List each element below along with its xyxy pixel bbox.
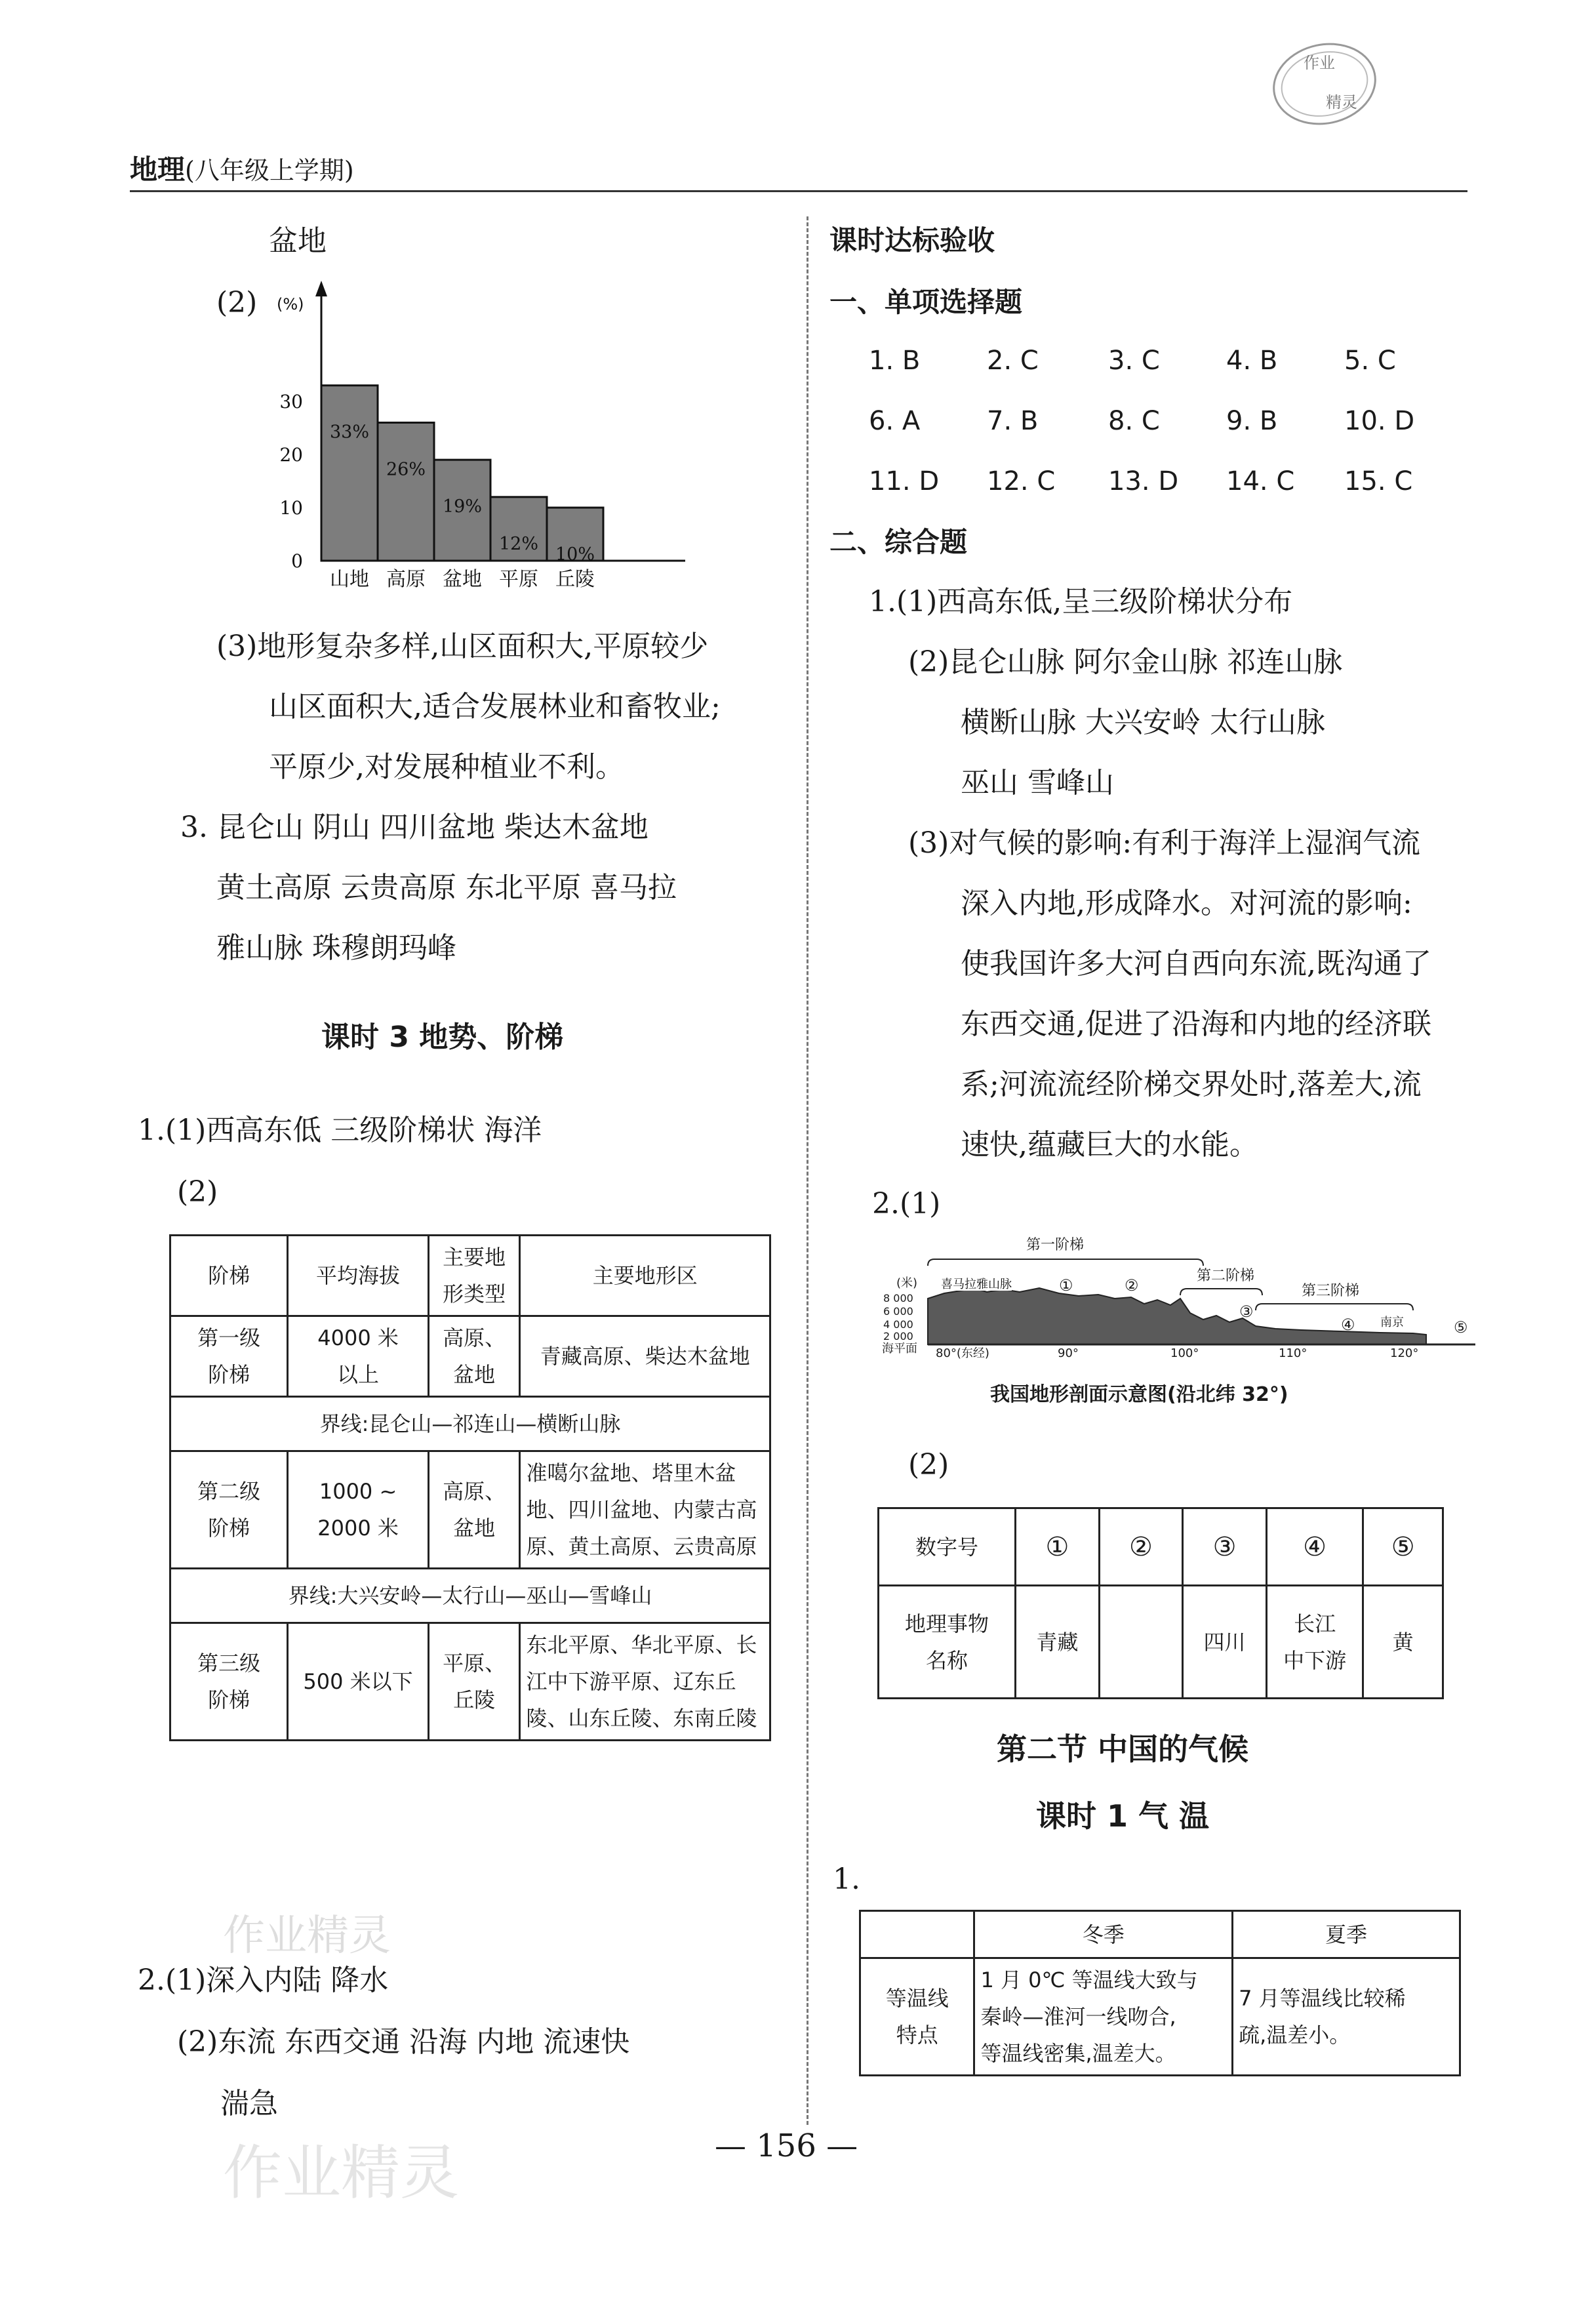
y-axis-label: (%) [277,295,304,313]
number-table [877,1507,1444,1699]
marker-5: ⑤ [1454,1318,1468,1337]
step1-brace [928,1259,1203,1266]
table-header-cell: 夏季 [1233,1911,1460,1958]
q-3-line-3: 雅山脉 珠穆朗玛峰 [216,931,456,965]
r-q1-line-3: 横断山脉 大兴安岭 太行山脉 [961,706,1325,739]
table-cell: 等温线 特点 [860,1958,974,2076]
sea-level-label: 海平面 [882,1342,917,1356]
basin-word: 盆地 [269,224,327,258]
table-header-row [170,1236,770,1316]
section-title: 课时达标验收 [829,224,995,256]
table-cell: 青藏高原、柴达木盆地 [520,1316,770,1397]
watermark-1: 作业精灵 [223,1912,391,1960]
l3-q2-line-3: 湍急 [220,2087,278,2120]
table-cell: 1 月 0℃ 等温线大致与 秦岭—淮河一线吻合, 等温线密集,温差大。 [974,1958,1233,2076]
table-header-cell: ③ [1183,1508,1267,1586]
header-subject: 地理 [130,153,186,186]
x-category-label: 高原 [386,568,426,591]
table-header-cell: 主要地形区 [520,1236,770,1316]
bar-data-label: 19% [442,496,483,517]
table-row [170,1451,770,1569]
q-3-line-1: 3. 昆仑山 阴山 四川盆地 柴达木盆地 [180,811,648,844]
table-header-cell [860,1911,974,1958]
table-cell: 第二级 阶梯 [170,1451,288,1569]
marker-1: ① [1059,1276,1073,1295]
answer-item: 7. B [987,406,1039,436]
table-cell: 1000 ~ 2000 米 [288,1451,428,1569]
r-q1-line-4: 巫山 雪峰山 [961,766,1114,799]
bar-data-label: 33% [329,422,370,443]
y-tick: 8 000 [883,1292,913,1304]
lon-label: 120° [1390,1346,1419,1360]
table-header-row [879,1508,1443,1586]
l1-q1: 1. [833,1863,860,1896]
table-header-cell: ② [1099,1508,1183,1586]
r-q1-line-10: 速快,蕴藏巨大的水能。 [961,1128,1258,1161]
lon-label: 90° [1058,1346,1079,1360]
q3-line-3: 平原少,对发展种植业不利。 [269,750,624,784]
table-cell: 准噶尔盆地、塔里木盆 地、四川盆地、内蒙古高 原、黄土高原、云贵高原 [520,1451,770,1569]
q2-label: (2) [216,286,258,319]
q-3-line-2: 黄土高原 云贵高原 东北平原 喜马拉 [216,871,677,904]
r-q2-line-2: (2) [908,1448,949,1482]
step2-label: 第二阶梯 [1197,1268,1255,1284]
boundary-cell: 界线:大兴安岭—太行山—巫山—雪峰山 [170,1569,770,1623]
y-tick: 6 000 [883,1305,913,1318]
header-rule [130,190,1467,192]
l3-q2-line-1: 2.(1)深入内陆 降水 [138,1964,389,1997]
answer-item: 15. C [1344,466,1413,496]
boundary-cell: 界线:昆仑山—祁连山—横断山脉 [170,1397,770,1451]
bar-data-label: 10% [555,544,595,565]
lesson1-title: 课时 1 气 温 [1036,1798,1210,1834]
table-header-cell: ① [1016,1508,1100,1586]
y-tick: 2 000 [883,1330,913,1342]
answer-item: 5. C [1344,346,1396,376]
bar [321,386,378,561]
x-category-label: 盆地 [443,568,482,591]
table-cell: 4000 米 以上 [288,1316,428,1397]
part1-title: 一、单项选择题 [829,286,1023,318]
nanjing-label: 南京 [1380,1316,1404,1329]
table-row-boundary [170,1569,770,1623]
temperature-table [859,1910,1461,2076]
y-tick-label: 30 [279,391,303,413]
table-cell: 第三级 阶梯 [170,1623,288,1741]
table-cell: 地理事物 名称 [879,1586,1016,1699]
header-grade: (八年级上学期) [185,156,354,185]
step3-brace [1256,1304,1413,1310]
table-cell: 500 米以下 [288,1623,428,1741]
marker-4: ④ [1341,1316,1355,1334]
table-cell: 青藏 [1016,1586,1100,1699]
step1-label: 第一阶梯 [1026,1237,1085,1253]
y-tick-label: 0 [291,550,303,572]
table-row-boundary [170,1397,770,1451]
table-cell: 高原、 盆地 [428,1316,520,1397]
answer-item: 2. C [987,346,1039,376]
table-cell: 第一级 阶梯 [170,1316,288,1397]
r-q1-line-1: 1.(1)西高东低,呈三级阶梯状分布 [869,585,1293,618]
bar-data-label: 26% [386,459,426,480]
x-category-label: 平原 [499,568,538,591]
step3-label: 第三阶梯 [1302,1283,1360,1299]
header-title [130,153,354,186]
answer-item: 14. C [1226,466,1295,496]
himalaya-label: 喜马拉雅山脉 [941,1278,1012,1291]
page-number: — 156 — [715,2128,858,2164]
answer-item: 1. B [869,346,921,376]
steps-table [169,1234,771,1741]
table-row [170,1316,770,1397]
r-q1-line-2: (2)昆仑山脉 阿尔金山脉 祁连山脉 [908,645,1343,679]
profile-caption: 我国地形剖面示意图(沿北纬 32°) [990,1383,1288,1406]
section2-title: 第二节 中国的气候 [997,1731,1249,1767]
part2-title: 二、综合题 [829,526,968,558]
answer-item: 9. B [1226,406,1278,436]
r-q1-line-9: 系;河流流经阶梯交界处时,落差大,流 [961,1068,1422,1101]
r-q2-line-1: 2.(1) [872,1187,941,1221]
table-header-cell: 平均海拔 [288,1236,428,1316]
lesson3-title: 课时 3 地势、阶梯 [321,1020,564,1054]
profile-drawing [882,1233,1479,1364]
r-q1-line-5: (3)对气候的影响:有利于海洋上湿润气流 [908,826,1421,860]
r-q1-line-7: 使我国许多大河自西向东流,既沟通了 [961,947,1431,980]
table-cell: 东北平原、华北平原、长 江中下游平原、辽东丘 陵、山东丘陵、东南丘陵 [520,1623,770,1741]
answer-item: 10. D [1344,406,1415,436]
r-q1-line-8: 东西交通,促进了沿海和内地的经济联 [961,1007,1431,1041]
l3-q2-line-2: (2)东流 东西交通 沿海 内地 流速快 [177,2025,630,2059]
table-cell: 高原、 盆地 [428,1451,520,1569]
x-category-label: 山地 [330,568,369,591]
table-row [860,1958,1460,2076]
q3-line-2: 山区面积大,适合发展林业和畜牧业; [269,690,721,723]
y-unit: (米) [896,1276,918,1290]
answer-item: 3. C [1108,346,1160,376]
stamp-text-1: 作业 [1304,54,1335,72]
column-divider [807,216,808,2125]
q3-line-1: (3)地形复杂多样,山区面积大,平原较少 [216,630,709,663]
table-row [879,1586,1443,1699]
table-cell: 黄 [1363,1586,1443,1699]
table-cell: 平原、 丘陵 [428,1623,520,1741]
table-cell: 四川 [1183,1586,1267,1699]
table-cell: 长江 中下游 [1266,1586,1363,1699]
bar [378,422,434,561]
lon-label: 100° [1170,1346,1199,1360]
answer-item: 6. A [869,406,921,436]
x-category-label: 丘陵 [555,568,595,591]
y-tick: 4 000 [883,1318,913,1331]
table-header-cell: 阶梯 [170,1236,288,1316]
table-header-cell: 数字号 [879,1508,1016,1586]
r-q1-line-6: 深入内地,形成降水。对河流的影响: [961,887,1412,920]
y-tick-label: 10 [279,497,303,519]
header-stamp [1266,31,1384,136]
bar-data-label: 12% [498,533,539,554]
step2-brace [1180,1289,1262,1295]
l3-q1-line-1: 1.(1)西高东低 三级阶梯状 海洋 [138,1114,542,1147]
table-header-cell: ⑤ [1363,1508,1443,1586]
l3-q1-line-2: (2) [177,1175,218,1209]
y-axis-arrow-icon [315,281,327,296]
answer-item: 12. C [987,466,1056,496]
marker-3: ③ [1239,1302,1254,1321]
watermark-2: 作业精灵 [223,2139,459,2208]
table-cell [1099,1586,1183,1699]
answer-item: 8. C [1108,406,1160,436]
table-row [170,1623,770,1741]
y-tick-label: 20 [279,444,303,466]
lon-label: 110° [1279,1346,1307,1360]
answer-item: 11. D [869,466,940,496]
bar-chart [256,275,702,597]
stamp-text-2: 精灵 [1326,93,1357,111]
table-header-row [860,1911,1460,1958]
marker-2: ② [1125,1276,1139,1295]
answer-item: 13. D [1108,466,1179,496]
stamp-seal-icon [1266,31,1384,136]
terrain-profile [882,1233,1479,1430]
answer-item: 4. B [1226,346,1278,376]
lon-label: 80°(东经) [936,1346,989,1360]
table-cell: 7 月等温线比较稀 疏,温差小。 [1233,1958,1460,2076]
table-header-cell: 主要地 形类型 [428,1236,520,1316]
table-header-cell: ④ [1266,1508,1363,1586]
table-header-cell: 冬季 [974,1911,1233,1958]
